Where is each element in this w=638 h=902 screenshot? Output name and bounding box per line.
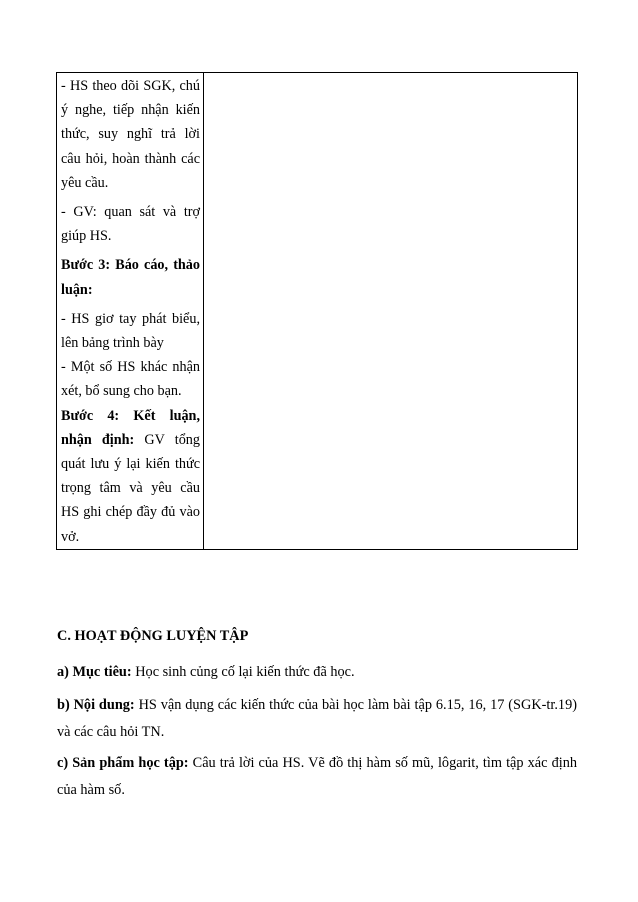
lesson-table [56, 72, 578, 550]
step-4-label: Bước 4: Kết luận, nhận định: [61, 407, 200, 448]
student-activity-cell [57, 73, 204, 550]
objective-paragraph [57, 659, 577, 686]
step-3-label: Bước 3: Báo cáo, thảo luận: [61, 257, 200, 298]
product-paragraph [57, 750, 577, 803]
content-text: HS vận dụng các kiến thức của bài học làm bài tập 6.15, 16, 17 (SGK-tr.19) và các câu hỏi TN. [57, 697, 577, 740]
cell-paragraph: - Một số HS khác nhận xét, bổ sung cho bạn. [61, 359, 200, 400]
cell-paragraph [61, 404, 200, 549]
step-4-text: GV tổng quát lưu ý lại kiến thức trọng tâm và yêu cầu HS ghi chép đầy đủ vào vở. [61, 431, 200, 545]
content-paragraph [57, 692, 577, 745]
content-label: b) Nội dung: [57, 697, 135, 713]
objective-text: Học sinh củng cố lại kiến thức đã học. [131, 664, 355, 680]
section-title: C. HOẠT ĐỘNG LUYỆN TẬP [57, 628, 249, 644]
product-label: c) Sản phẩm học tập: [57, 755, 189, 771]
cell-paragraph: - HS giơ tay phát biểu, lên bảng trình bày [61, 310, 200, 352]
table-row [57, 73, 578, 550]
objective-label: a) Mục tiêu: [57, 664, 132, 680]
product-text: Câu trả lời của HS. Vẽ đồ thị hàm số mũ, lôgarit, tìm tập xác định của hàm số. [57, 755, 577, 798]
cell-paragraph: - HS theo dõi SGK, chú ý nghe, tiếp nhận kiến thức, suy nghĩ trả lời câu hỏi, hoàn thành các yêu cầu. [61, 78, 200, 191]
cell-paragraph: - GV: quan sát và trợ giúp HS. [61, 204, 200, 245]
empty-content-cell [204, 73, 578, 550]
step-heading [61, 253, 200, 301]
